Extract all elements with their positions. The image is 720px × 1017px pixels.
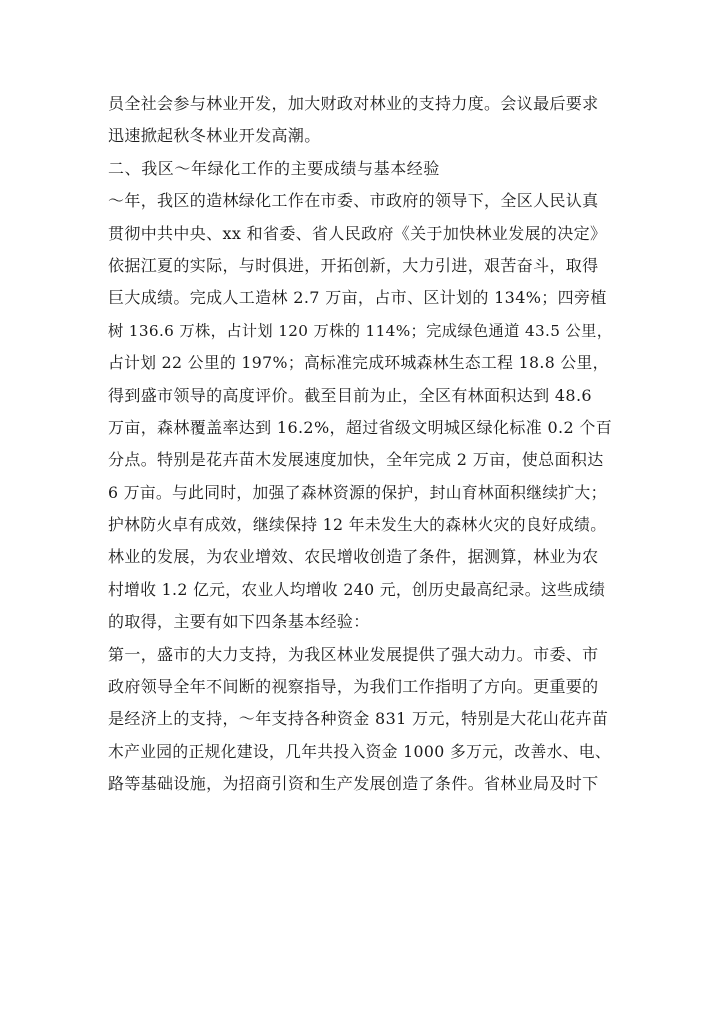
body-line: 木产业园的正规化建设，几年共投入资金 1000 多万元，改善水、电、: [108, 741, 611, 761]
body-line: 第一，盛市的大力支持，为我区林业发展提供了强大动力。市委、市: [108, 644, 599, 664]
body-line: 分点。特别是花卉苗木发展速度加快，全年完成 2 万亩，使总面积达: [108, 450, 604, 470]
body-line: 村增收 1.2 亿元，农业人均增收 240 元，创历史最高纪录。这些成绩: [108, 579, 606, 599]
body-line: 巨大成绩。完成人工造林 2.7 万亩，占市、区计划的 134%；四旁植: [108, 288, 607, 308]
body-line: 贯彻中共中央、xx 和省委、省人民政府《关于加快林业发展的决定》: [108, 223, 607, 243]
body-line: 万亩，森林覆盖率达到 16.2%，超过省级文明城区绿化标准 0.2 个百: [108, 417, 613, 437]
body-line: 的取得，主要有如下四条基本经验：: [108, 612, 370, 632]
body-line: 占计划 22 公里的 197%；高标准完成环城森林生态工程 18.8 公里，: [108, 353, 609, 373]
body-line: 6 万亩。与此同时，加强了森林资源的保护，封山育林面积继续扩大；: [108, 482, 607, 502]
document-body: [108, 88, 613, 801]
body-line: 政府领导全年不间断的视察指导，为我们工作指明了方向。更重要的: [108, 677, 599, 697]
body-line: 是经济上的支持，～年支持各种资金 831 万元，特别是大花山花卉苗: [108, 709, 609, 729]
body-line: 路等基础设施，为招商引资和生产发展创造了条件。省林业局及时下: [108, 774, 599, 794]
body-line: 迅速掀起秋冬林业开发高潮。: [108, 126, 321, 146]
body-line: 员全社会参与林业开发，加大财政对林业的支持力度。会议最后要求: [108, 94, 599, 113]
body-line: 依据江夏的实际，与时俱进，开拓创新，大力引进，艰苦奋斗，取得: [108, 255, 599, 275]
body-line: 树 136.6 万株，占计划 120 万株的 114%；完成绿色通道 43.5 公里，: [108, 321, 613, 340]
section-heading: 二、我区～年绿化工作的主要成绩与基本经验: [108, 158, 441, 178]
body-line: 得到盛市领导的高度评价。截至目前为止，全区有林面积达到 48.6: [108, 385, 592, 405]
body-line: ～年，我区的造林绿化工作在市委、市政府的领导下，全区人民认真: [108, 191, 599, 211]
body-line: 护林防火卓有成效，继续保持 12 年未发生大的森林火灾的良好成绩。: [108, 515, 607, 535]
body-line: 林业的发展，为农业增效、农民增收创造了条件，据测算，林业为农: [108, 547, 599, 567]
